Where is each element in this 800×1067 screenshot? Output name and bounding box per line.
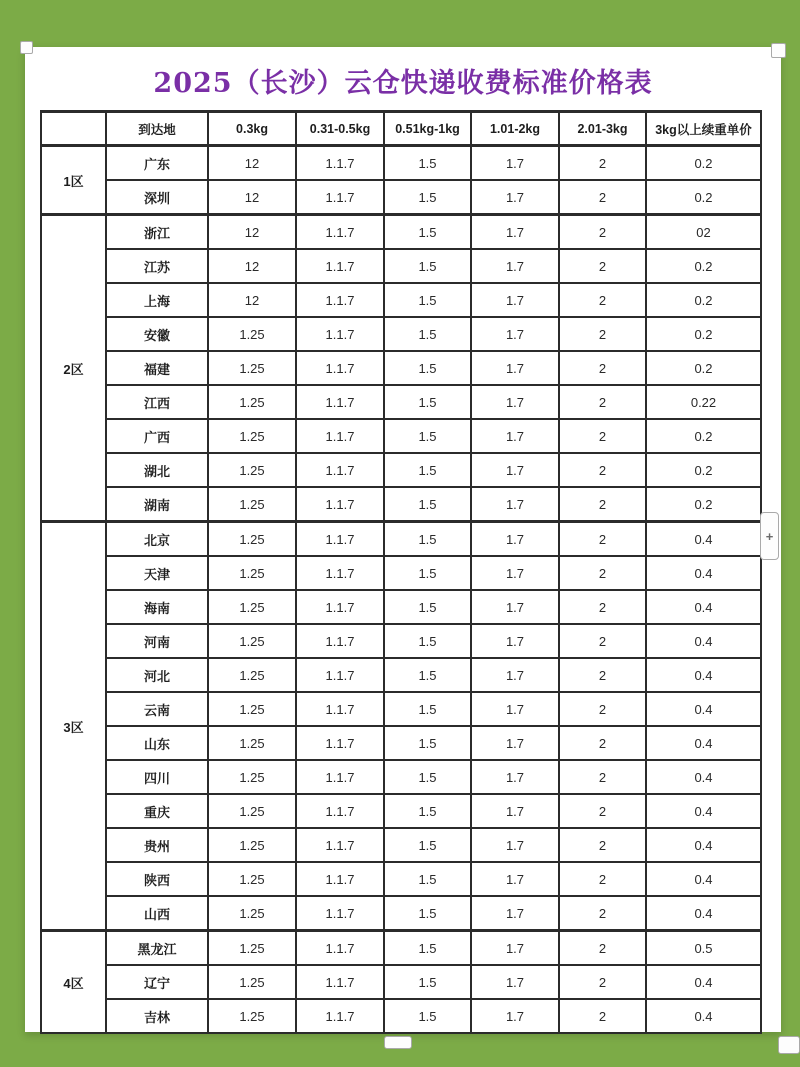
price-cell: 2 — [559, 249, 646, 283]
price-cell: 2 — [559, 624, 646, 658]
price-cell: 0.22 — [646, 385, 761, 419]
price-cell: 1.25 — [208, 453, 296, 487]
header-0-31-0-5kg: 0.31-0.5kg — [296, 112, 384, 146]
destination-cell: 云南 — [106, 692, 208, 726]
price-cell: 1.7 — [471, 556, 559, 590]
table-row — [41, 828, 761, 862]
table-row — [41, 794, 761, 828]
price-cell: 1.25 — [208, 419, 296, 453]
price-cell: 1.5 — [384, 999, 471, 1033]
price-cell: 1.5 — [384, 419, 471, 453]
price-cell: 0.4 — [646, 862, 761, 896]
price-cell: 1.5 — [384, 385, 471, 419]
price-cell: 1.5 — [384, 624, 471, 658]
destination-cell: 海南 — [106, 590, 208, 624]
price-cell: 1.1.7 — [296, 249, 384, 283]
price-cell: 2 — [559, 862, 646, 896]
price-cell: 1.7 — [471, 249, 559, 283]
price-cell: 1.25 — [208, 931, 296, 966]
price-table-body — [41, 146, 761, 1034]
table-row — [41, 146, 761, 181]
price-cell: 1.5 — [384, 726, 471, 760]
price-cell: 0.4 — [646, 692, 761, 726]
price-cell: 1.5 — [384, 215, 471, 250]
table-row — [41, 896, 761, 931]
selection-handle-bottom-right[interactable] — [778, 1036, 800, 1054]
price-cell: 1.5 — [384, 317, 471, 351]
price-cell: 1.7 — [471, 385, 559, 419]
price-cell: 1.25 — [208, 487, 296, 522]
price-cell: 1.25 — [208, 556, 296, 590]
price-cell: 2 — [559, 556, 646, 590]
price-cell: 1.7 — [471, 658, 559, 692]
price-cell: 2 — [559, 385, 646, 419]
price-cell: 1.25 — [208, 658, 296, 692]
table-row — [41, 692, 761, 726]
destination-cell: 辽宁 — [106, 965, 208, 999]
price-cell: 1.7 — [471, 999, 559, 1033]
price-cell: 1.1.7 — [296, 590, 384, 624]
price-cell: 1.1.7 — [296, 692, 384, 726]
header-destination: 到达地 — [106, 112, 208, 146]
price-cell: 1.25 — [208, 522, 296, 557]
table-row — [41, 965, 761, 999]
price-cell: 2 — [559, 828, 646, 862]
price-cell: 1.5 — [384, 862, 471, 896]
zone-label: 1区 — [41, 146, 106, 215]
price-cell: 1.25 — [208, 385, 296, 419]
price-cell: 1.25 — [208, 351, 296, 385]
price-cell: 1.5 — [384, 487, 471, 522]
price-cell: 1.25 — [208, 794, 296, 828]
price-cell: 1.5 — [384, 180, 471, 215]
destination-cell: 江西 — [106, 385, 208, 419]
price-cell: 1.1.7 — [296, 385, 384, 419]
table-row — [41, 931, 761, 966]
table-row — [41, 487, 761, 522]
table-row — [41, 590, 761, 624]
price-cell: 1.1.7 — [296, 931, 384, 966]
price-cell: 1.7 — [471, 283, 559, 317]
table-row — [41, 760, 761, 794]
price-cell: 0.2 — [646, 317, 761, 351]
price-cell: 1.1.7 — [296, 487, 384, 522]
price-cell: 1.5 — [384, 896, 471, 931]
price-cell: 1.1.7 — [296, 896, 384, 931]
destination-cell: 山东 — [106, 726, 208, 760]
price-cell: 1.25 — [208, 999, 296, 1033]
table-row — [41, 317, 761, 351]
destination-cell: 广东 — [106, 146, 208, 181]
price-cell: 0.2 — [646, 180, 761, 215]
price-cell: 1.1.7 — [296, 215, 384, 250]
price-cell: 0.4 — [646, 556, 761, 590]
price-cell: 2 — [559, 146, 646, 181]
price-cell: 1.7 — [471, 351, 559, 385]
price-cell: 1.5 — [384, 249, 471, 283]
destination-cell: 天津 — [106, 556, 208, 590]
selection-handle-top-left[interactable] — [20, 41, 33, 54]
price-cell: 2 — [559, 965, 646, 999]
header-over-3kg: 3kg以上续重单价 — [646, 112, 761, 146]
price-cell: 12 — [208, 180, 296, 215]
table-row — [41, 249, 761, 283]
table-row — [41, 658, 761, 692]
price-cell: 1.25 — [208, 862, 296, 896]
table-row — [41, 522, 761, 557]
price-cell: 2 — [559, 658, 646, 692]
destination-cell: 黑龙江 — [106, 931, 208, 966]
price-cell: 2 — [559, 590, 646, 624]
price-cell: 1.25 — [208, 760, 296, 794]
price-cell: 0.2 — [646, 249, 761, 283]
price-cell: 1.7 — [471, 692, 559, 726]
price-cell: 1.25 — [208, 896, 296, 931]
destination-cell: 浙江 — [106, 215, 208, 250]
price-cell: 1.25 — [208, 317, 296, 351]
price-cell: 1.1.7 — [296, 146, 384, 181]
price-cell: 0.2 — [646, 146, 761, 181]
price-cell: 2 — [559, 351, 646, 385]
price-cell: 1.7 — [471, 215, 559, 250]
price-cell: 2 — [559, 999, 646, 1033]
price-cell: 1.5 — [384, 590, 471, 624]
table-row — [41, 180, 761, 215]
price-cell: 1.1.7 — [296, 419, 384, 453]
price-cell: 1.7 — [471, 726, 559, 760]
destination-cell: 广西 — [106, 419, 208, 453]
price-cell: 0.2 — [646, 351, 761, 385]
price-cell: 0.4 — [646, 999, 761, 1033]
header-2-01-3kg: 2.01-3kg — [559, 112, 646, 146]
price-cell: 2 — [559, 726, 646, 760]
price-cell: 1.1.7 — [296, 453, 384, 487]
price-cell: 0.4 — [646, 794, 761, 828]
header-0-51-1kg: 0.51kg-1kg — [384, 112, 471, 146]
price-cell: 1.1.7 — [296, 283, 384, 317]
destination-cell: 湖南 — [106, 487, 208, 522]
price-cell: 1.7 — [471, 828, 559, 862]
zone-label: 3区 — [41, 522, 106, 931]
table-row — [41, 556, 761, 590]
price-cell: 0.4 — [646, 896, 761, 931]
price-cell: 02 — [646, 215, 761, 250]
price-cell: 1.7 — [471, 487, 559, 522]
price-table — [40, 110, 762, 1034]
price-cell: 0.4 — [646, 658, 761, 692]
price-cell: 0.4 — [646, 828, 761, 862]
destination-cell: 贵州 — [106, 828, 208, 862]
price-cell: 0.4 — [646, 760, 761, 794]
price-cell: 1.1.7 — [296, 317, 384, 351]
price-cell: 0.4 — [646, 965, 761, 999]
price-cell: 1.7 — [471, 590, 559, 624]
table-row — [41, 215, 761, 250]
table-header-row — [41, 112, 761, 146]
header-1-01-2kg: 1.01-2kg — [471, 112, 559, 146]
price-cell: 1.7 — [471, 180, 559, 215]
price-cell: 1.5 — [384, 351, 471, 385]
price-cell: 2 — [559, 419, 646, 453]
price-cell: 1.1.7 — [296, 658, 384, 692]
price-cell: 1.7 — [471, 522, 559, 557]
price-cell: 1.5 — [384, 658, 471, 692]
price-cell: 0.2 — [646, 419, 761, 453]
price-cell: 1.1.7 — [296, 351, 384, 385]
price-cell: 1.7 — [471, 931, 559, 966]
price-cell: 2 — [559, 487, 646, 522]
price-cell: 1.7 — [471, 896, 559, 931]
price-cell: 1.1.7 — [296, 794, 384, 828]
table-row — [41, 419, 761, 453]
price-cell: 12 — [208, 215, 296, 250]
selection-handle-bottom-center[interactable] — [384, 1036, 412, 1049]
price-cell: 12 — [208, 146, 296, 181]
destination-cell: 吉林 — [106, 999, 208, 1033]
price-cell: 2 — [559, 522, 646, 557]
table-row — [41, 283, 761, 317]
price-cell: 1.1.7 — [296, 999, 384, 1033]
price-cell: 0.4 — [646, 726, 761, 760]
price-cell: 1.1.7 — [296, 556, 384, 590]
price-cell: 1.7 — [471, 862, 559, 896]
price-cell: 1.7 — [471, 760, 559, 794]
price-cell: 12 — [208, 283, 296, 317]
price-cell: 2 — [559, 283, 646, 317]
price-cell: 1.25 — [208, 726, 296, 760]
price-cell: 1.5 — [384, 522, 471, 557]
price-cell: 2 — [559, 317, 646, 351]
price-cell: 2 — [559, 180, 646, 215]
destination-cell: 河北 — [106, 658, 208, 692]
price-cell: 1.5 — [384, 283, 471, 317]
price-cell: 1.5 — [384, 453, 471, 487]
price-cell: 1.7 — [471, 624, 559, 658]
document-page — [25, 47, 781, 1032]
zone-label: 2区 — [41, 215, 106, 522]
price-cell: 1.1.7 — [296, 624, 384, 658]
destination-cell: 上海 — [106, 283, 208, 317]
price-cell: 1.7 — [471, 453, 559, 487]
price-cell: 2 — [559, 794, 646, 828]
price-cell: 1.25 — [208, 828, 296, 862]
price-cell: 1.1.7 — [296, 965, 384, 999]
price-cell: 1.5 — [384, 828, 471, 862]
destination-cell: 四川 — [106, 760, 208, 794]
grip-icon: + — [765, 528, 774, 544]
table-row — [41, 999, 761, 1033]
price-cell: 0.2 — [646, 453, 761, 487]
table-row — [41, 351, 761, 385]
selection-handle-right-middle[interactable] — [760, 512, 779, 560]
price-cell: 1.5 — [384, 794, 471, 828]
price-cell: 0.2 — [646, 283, 761, 317]
price-cell: 1.7 — [471, 419, 559, 453]
destination-cell: 山西 — [106, 896, 208, 931]
price-cell: 0.4 — [646, 522, 761, 557]
header-0-3kg: 0.3kg — [208, 112, 296, 146]
price-cell: 2 — [559, 692, 646, 726]
price-cell: 1.1.7 — [296, 862, 384, 896]
price-cell: 1.1.7 — [296, 760, 384, 794]
price-cell: 12 — [208, 249, 296, 283]
destination-cell: 陕西 — [106, 862, 208, 896]
price-cell: 1.25 — [208, 692, 296, 726]
table-row — [41, 385, 761, 419]
price-cell: 1.7 — [471, 146, 559, 181]
destination-cell: 北京 — [106, 522, 208, 557]
price-cell: 1.5 — [384, 760, 471, 794]
price-cell: 1.25 — [208, 624, 296, 658]
price-cell: 1.25 — [208, 590, 296, 624]
destination-cell: 深圳 — [106, 180, 208, 215]
price-cell: 1.5 — [384, 931, 471, 966]
zone-label: 4区 — [41, 931, 106, 1034]
price-cell: 1.1.7 — [296, 522, 384, 557]
price-cell: 0.2 — [646, 487, 761, 522]
destination-cell: 湖北 — [106, 453, 208, 487]
table-row — [41, 862, 761, 896]
header-zone — [41, 112, 106, 146]
price-cell: 1.25 — [208, 965, 296, 999]
page-title: 2025（长沙）云仓快递收费标准价格表 — [153, 68, 653, 99]
price-cell: 2 — [559, 760, 646, 794]
price-cell: 0.5 — [646, 931, 761, 966]
price-cell: 2 — [559, 931, 646, 966]
destination-cell: 河南 — [106, 624, 208, 658]
price-cell: 1.5 — [384, 692, 471, 726]
price-cell: 1.1.7 — [296, 180, 384, 215]
table-row — [41, 726, 761, 760]
price-cell: 1.1.7 — [296, 726, 384, 760]
price-cell: 0.4 — [646, 624, 761, 658]
destination-cell: 重庆 — [106, 794, 208, 828]
price-cell: 1.7 — [471, 794, 559, 828]
price-cell: 1.7 — [471, 965, 559, 999]
price-cell: 2 — [559, 453, 646, 487]
price-cell: 1.1.7 — [296, 828, 384, 862]
price-cell: 1.5 — [384, 556, 471, 590]
price-cell: 1.5 — [384, 146, 471, 181]
destination-cell: 福建 — [106, 351, 208, 385]
price-cell: 1.7 — [471, 317, 559, 351]
price-cell: 2 — [559, 896, 646, 931]
table-row — [41, 453, 761, 487]
selection-handle-top-right[interactable] — [771, 43, 786, 58]
price-cell: 0.4 — [646, 590, 761, 624]
price-cell: 1.5 — [384, 965, 471, 999]
destination-cell: 安徽 — [106, 317, 208, 351]
destination-cell: 江苏 — [106, 249, 208, 283]
price-cell: 2 — [559, 215, 646, 250]
table-row — [41, 624, 761, 658]
